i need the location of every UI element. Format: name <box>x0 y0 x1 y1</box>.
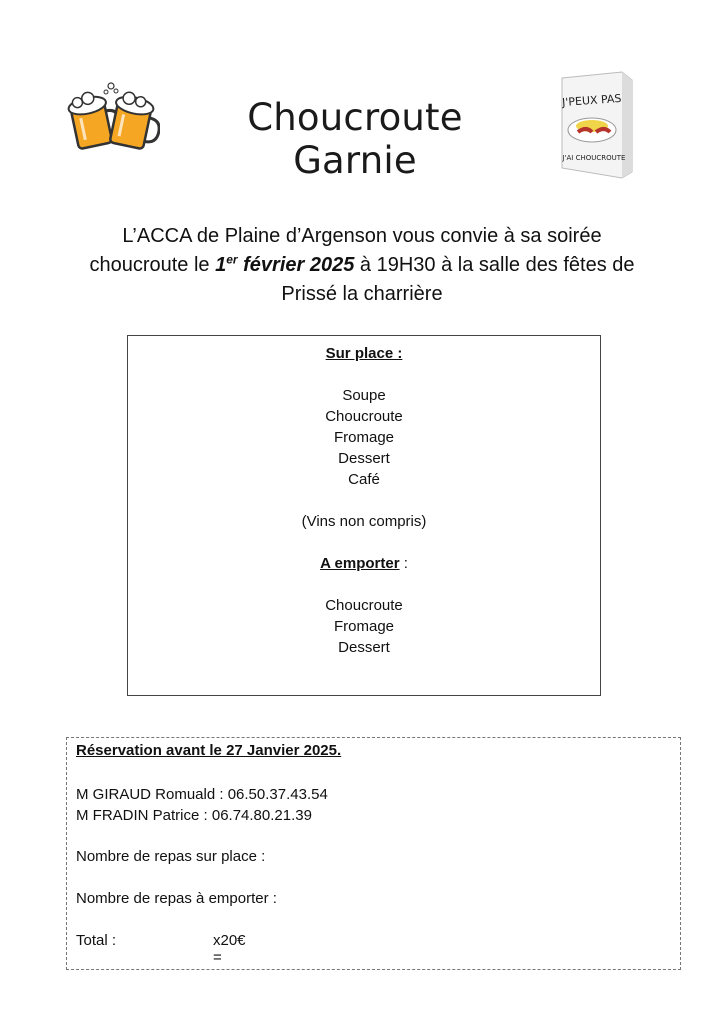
reservation-heading: Réservation avant le 27 Janvier 2025. <box>76 742 342 759</box>
menu-item: Choucroute <box>325 597 403 614</box>
repas-sur-place-label: Nombre de repas sur place : <box>76 848 266 865</box>
contact-fradin: M FRADIN Patrice : 06.74.80.21.39 <box>76 807 312 824</box>
menu-item: Dessert <box>338 450 390 467</box>
emporter-suffix: : <box>399 555 408 572</box>
intro-part3: à 19H30 à la salle des fêtes de <box>354 254 635 276</box>
menu-item: Soupe <box>342 387 386 404</box>
intro-line-1: L’ACCA de Plaine d’Argenson vous convie à sa soirée <box>122 225 602 247</box>
beer-mugs-icon <box>62 78 160 154</box>
menu-item: Café <box>348 471 380 488</box>
menu-item: Fromage <box>333 429 395 446</box>
event-date <box>215 254 354 276</box>
contact-giraud: M GIRAUD Romuald : 06.50.37.43.54 <box>76 786 328 803</box>
page-title: Choucroute Garnie <box>247 96 463 182</box>
total-row <box>76 932 246 966</box>
menu-item: Fromage <box>333 618 395 635</box>
box-text-bottom: J'AI CHOUCROUTE <box>562 154 626 162</box>
emporter-label: A emporter <box>320 555 400 572</box>
date-rest: février 2025 <box>237 254 355 276</box>
emporter-heading <box>128 553 600 574</box>
sur-place-heading: Sur place : <box>325 345 403 362</box>
intro-part2: choucroute le <box>89 254 216 276</box>
box-text-top: J'PEUX PAS <box>561 91 622 110</box>
wine-note: (Vins non compris) <box>301 513 427 530</box>
repas-emporter-label: Nombre de repas à emporter : <box>76 890 277 907</box>
total-label: Total : <box>76 932 117 949</box>
intro-line-3: Prissé la charrière <box>281 283 443 305</box>
date-sup: er <box>226 252 238 267</box>
menu-box <box>127 335 601 696</box>
menu-item: Dessert <box>338 639 390 656</box>
intro-text <box>70 222 654 309</box>
menu-item: Choucroute <box>325 408 403 425</box>
price-label: x20€ = <box>213 932 246 966</box>
reservation-box <box>66 737 681 970</box>
date-day: 1 <box>215 254 227 276</box>
intro-line-2 <box>70 251 654 280</box>
choucroute-box-icon <box>552 68 642 180</box>
